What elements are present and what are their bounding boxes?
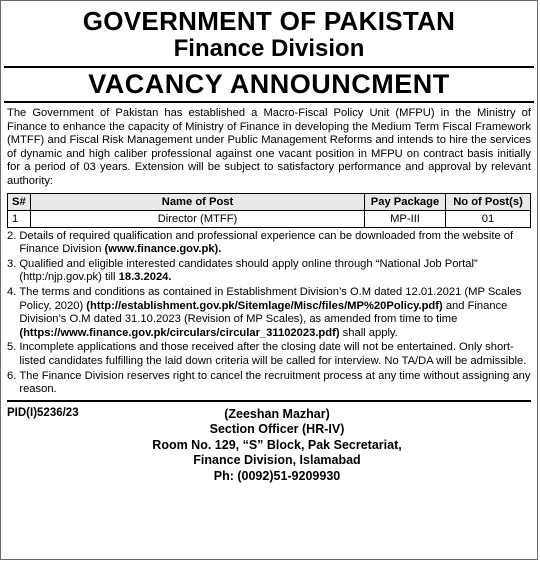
item-3-text: Qualified and eligible interested candidates should apply online through “National Job Portal” (http:/njp.gov.pk) till — [19, 257, 478, 284]
terms-list — [7, 230, 531, 397]
item-text — [19, 230, 531, 257]
signatory-designation: Section Officer (HR-IV) — [209, 422, 345, 437]
signatory-office: Finance Division, Islamabad — [193, 453, 361, 468]
list-item-4 — [7, 286, 531, 340]
finance-website-link[interactable]: (www.finance.gov.pk). — [104, 243, 222, 256]
finance-circular-link[interactable]: (https://www.finance.gov.pk/circulars/circular_31102023.pdf) — [19, 326, 340, 339]
item-2-text: Details of required qualification and professional experience can be downloaded from the website of Finance Division — [19, 229, 514, 256]
cell-post-name: Director (MTFF) — [31, 210, 365, 227]
item-4-text-c: and Finance Division’s O.M dated 31.10.2023 (Revision of MP Scales), as amended from time to time — [19, 299, 508, 326]
signatory-room: Room No. 129, “S” Block, Pak Secretariat, — [152, 437, 402, 452]
cell-pay-package: MP-III — [365, 210, 446, 227]
item-4-text-a: The terms and conditions as contained in Establishment Division’s O.M dated 12.01.2021 (MP Scales Policy, 2020) — [19, 285, 522, 312]
item-text — [19, 286, 531, 340]
item-5-text: Incomplete applications and those received after the closing date will not be entertained. Only short-listed candidates fulfilling the laid down criteria will be called for interview. No TA/DA will be admissible. — [19, 341, 527, 367]
closing-date: 18.3.2024. — [118, 271, 172, 284]
item-number: 3. — [7, 257, 17, 270]
posts-table — [7, 193, 531, 228]
list-item-6 — [7, 370, 531, 397]
cell-sn: 1 — [8, 210, 31, 227]
table-row — [8, 210, 531, 227]
header — [1, 7, 537, 62]
header-name-of-post: Name of Post — [31, 193, 365, 210]
signatory-phone: Ph: (0092)51-9209930 — [213, 468, 341, 483]
vacancy-title: VACANCY ANNOUNCMENT — [88, 69, 450, 99]
item-number: 4. — [7, 285, 17, 298]
division-title: Finance Division — [173, 35, 365, 62]
list-item-2 — [7, 230, 531, 257]
signatory-name: (Zeeshan Mazhar) — [224, 406, 330, 421]
pid-number: PID(I)5236/23 — [7, 406, 79, 419]
establishment-policy-link[interactable]: (http://establishment.gov.pk/Sitemlage/Misc/files/MP%20Policy.pdf) — [86, 299, 443, 312]
list-item-3 — [7, 258, 531, 285]
header-sn: S# — [8, 193, 31, 210]
item-6-text: The Finance Division reserves right to cancel the recruitment process at any time without assigning any reason. — [19, 369, 531, 396]
footer — [7, 405, 531, 495]
item-4-text-e: shall apply. — [339, 326, 398, 339]
header-no-of-posts: No of Post(s) — [446, 193, 531, 210]
signatory-block — [117, 407, 437, 485]
item-number: 5. — [7, 341, 17, 354]
table-header-row — [8, 193, 531, 210]
footer-divider — [7, 400, 531, 402]
item-number: 6. — [7, 369, 17, 382]
vacancy-banner — [4, 66, 534, 103]
list-item-5 — [7, 341, 531, 368]
item-number: 2. — [7, 229, 17, 242]
cell-no-of-posts: 01 — [446, 210, 531, 227]
intro-paragraph: The Government of Pakistan has established a Macro-Fiscal Policy Unit (MFPU) in the Ministry of Finance to enhance the capacity of Ministry of Finance in developing the Medium Term Fiscal Framework (MTFF) and Fiscal Risk Management under Public Management Reforms and intends to hire the services of dynamic and high caliber professional against one vacant position in MFPU on contract basis initially for a period of 03 years. Extension will be subject to satisfactory performance and approval by relevant authority: — [7, 107, 531, 187]
item-text — [19, 258, 531, 285]
government-title: GOVERNMENT OF PAKISTAN — [82, 6, 456, 36]
header-pay-package: Pay Package — [365, 193, 446, 210]
